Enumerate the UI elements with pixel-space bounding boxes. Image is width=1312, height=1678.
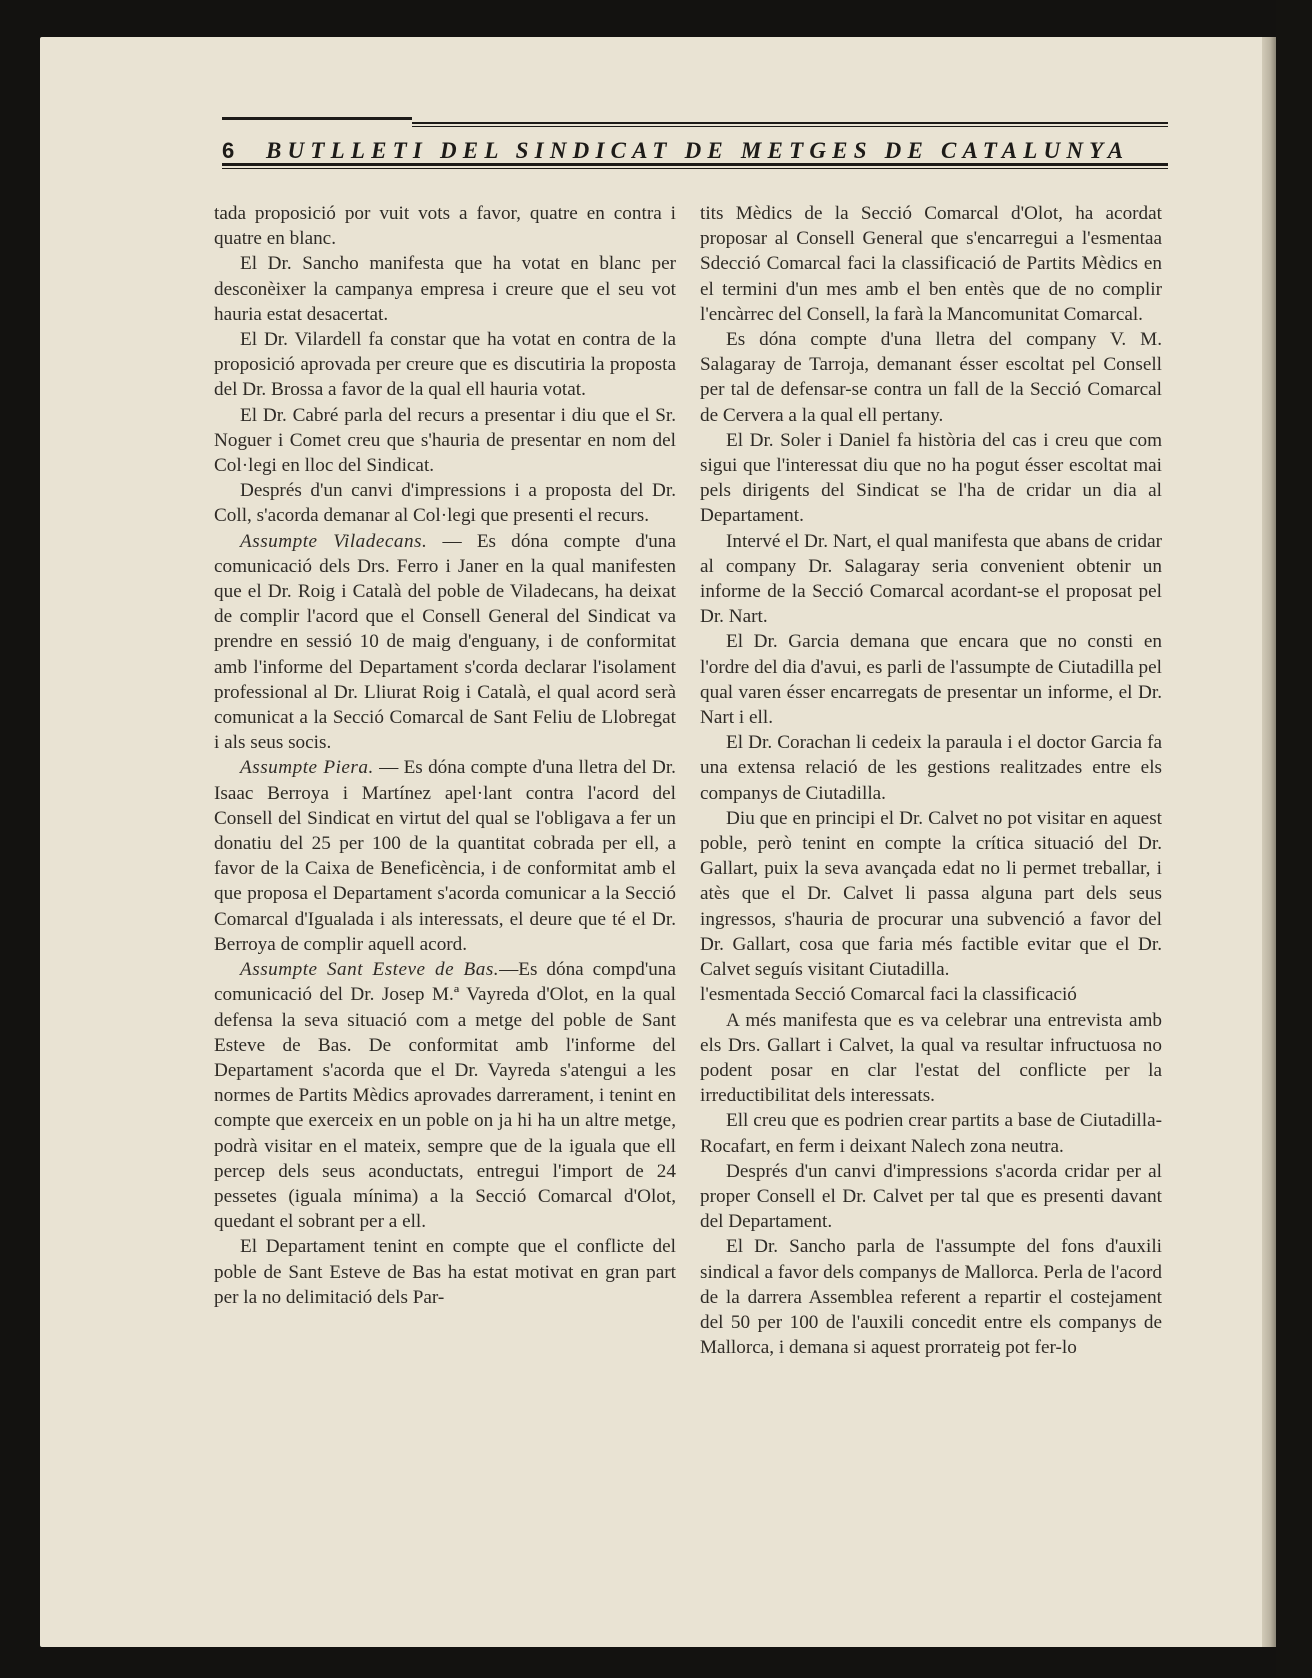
section-heading: Assumpte Viladecans. [240,530,428,552]
paragraph-text: —Es dóna compd'una comunicació del Dr. Josep M.ª Vayreda d'Olot, en la qual defensa la seva situació com a metge del poble de Sant Esteve de Bas. De conformitat amb l'informe del Departament s'acorda que el Dr. Vayreda s'atengui a les normes de Partits Mèdics aprovades darrerament, i tenint en compte que exerceix en un poble on ja hi ha un altre metge, podrà visitar en el mateix, sempre que de la iguala que ell percep dels seus aconductats, entregui l'import de 24 pessetes (iguala mínima) a la Secció Comarcal d'Olot, quedant el sobrant per a ell. [214,959,676,1233]
paragraph: El Departament tenint en compte que el conflicte del poble de Sant Esteve de Bas ha estat motivat en gran part per la no delimitació dels Par- [214,1236,676,1308]
paragraph: El Dr. Cabré parla del recurs a presentar i diu que el Sr. Noguer i Comet creu que s'hauria de presentar en nom del Col·legi en lloc del Sindicat. [214,404,676,477]
paragraph: tada proposició por vuit vots a favor, quatre en contra i quatre en blanc. [214,203,676,250]
running-title: BUTLLETI DEL SINDICAT DE METGES DE CATALUNYA [266,138,1130,163]
paragraph: tits Mèdics de la Secció Comarcal d'Olot, ha acordat proposar al Consell General que s'encarregui a l'esmentaa Sdecció Comarcal faci la classificació de Partits Mèdics en el termini d'un mes amb el ben entès que de no complir l'encàrrec del Consell, la farà la Mancomunitat Comarcal. [700,203,1162,325]
paragraph: El Dr. Vilardell fa constar que ha votat en contra de la proposició aprovada per creure que es discutiria la proposta del Dr. Brossa a favor de la qual ell hauria votat. [214,329,676,401]
paragraph: Ell creu que es podrien crear partits a base de Ciutadilla-Rocafart, en ferm i deixant Nalech zona neutra. [700,1110,1162,1157]
page-number: 6 [222,138,235,163]
left-column [214,201,676,1310]
paragraph [214,529,676,756]
paragraph: Després d'un canvi d'impressions i a proposta del Dr. Coll, s'acorda demanar al Col·legi que presenti el recurs. [214,480,676,527]
paragraph: El Dr. Soler i Daniel fa història del cas i creu que com sigui que l'interessat diu que no ha pogut ésser escoltat mai pels dirigents del Sindicat se l'ha de cridar un dia al Departament. [700,429,1162,527]
paragraph: El Dr. Corachan li cedeix la paraula i el doctor Garcia fa una extensa relació de les gestions realitzades entre els companys de Ciutadilla. [700,732,1162,804]
stray-line: l'esmentada Secció Comarcal faci la classificació [700,984,1077,1006]
paragraph [214,957,676,1234]
paragraph-text: — Es dóna compte d'una lletra del Dr. Isaac Berroya i Martínez apel·lant contra l'acord del Consell del Sindicat en virtut del qual se l'obligava a fer un donatiu del 25 per 100 de la quantitat cobrada per ell, a favor de la Caixa de Beneficència, i de conformitat amb el que proposa el Departament s'acorda comunicar a la Secció Comarcal d'Igualada i als interessats, el deure que té el Dr. Berroya de complir aquell acord. [214,757,676,955]
paragraph: Després d'un canvi d'impressions s'acorda cridar per al proper Consell el Dr. Calvet per tal que es presenti davant del Departament. [700,1160,1162,1233]
paragraph: El Dr. Sancho parla de l'assumpte del fons d'auxili sindical a favor dels companys de Mallorca. Perla de l'acord de la darrera Assemblea referent a repartir el costejament del 50 per 100 de l'auxili concedit entre els companys de Mallorca, i demana si aquest prorrateig pot fer-lo [700,1236,1162,1359]
book-binding [1276,0,1312,1678]
header-rule-top-thin [412,126,1168,127]
paragraph: A més manifesta que es va celebrar una entrevista amb els Drs. Gallart i Calvet, la qual va resultar infructuosa no podent posar en clar l'estat del conflicte per la irreductibilitat dels interessats. [700,1009,1162,1107]
header-rule-bottom-thin [222,168,1168,169]
paragraph [214,755,676,957]
paragraph: Intervé el Dr. Nart, el qual manifesta que abans de cridar al company Dr. Salagaray seria convenient obtenir un informe de la Secció Comarcal acordant-se el proposat pel Dr. Nart. [700,530,1162,628]
section-heading: Assumpte Piera. [240,757,374,779]
paragraph: El Dr. Sancho manifesta que ha votat en blanc per desconèixer la campanya empresa i creure que el seu vot hauria estat desacertat. [214,253,676,325]
right-column [700,201,1162,1360]
page-edge [1262,37,1276,1647]
paragraph-text: — Es dóna compte d'una comunicació dels Drs. Ferro i Janer en la qual manifesten que el Dr. Roig i Català del poble de Viladecans, ha deixat de complir l'acord que el Consell General del Sindicat va prendre en sessió 10 de maig d'enguany, i de conformitat amb l'informe del Departament s'corda declarar l'isolament professional al Dr. Lliurat Roig i Català, el qual acord serà comunicat a la Secció Comarcal de Sant Feliu de Llobregat i als seus socis. [214,530,676,754]
paragraph: Es dóna compte d'una lletra del company V. M. Salagaray de Tarroja, demanant ésser escoltat pel Consell per tal de defensar-se contra un fall de la Secció Comarcal de Cervera a la qual ell pertany. [700,329,1162,426]
header-rule-top [412,122,1168,124]
header-rule-top-left [222,117,412,120]
paragraph: El Dr. Garcia demana que encara que no consti en l'ordre del dia d'avui, es parli de l'assumpte de Ciutadilla pel qual varen ésser encarregats de presentar un informe, el Dr. Nart i ell. [700,631,1162,729]
header-rule-bottom [222,163,1168,166]
section-heading: Assumpte Sant Esteve de Bas. [240,959,500,981]
paragraph: Diu que en principi el Dr. Calvet no pot visitar en aquest poble, però tenint en compte la crítica situació del Dr. Gallart, puix la seva avançada edat no li permet treballar, i atès que el Dr. Calvet li passa alguna part dels seus ingressos, s'hauria de procurar una subvenció a favor del Dr. Gallart, cosa que faria més factible evitar que el Dr. Calvet seguís visitant Ciutadilla. [700,807,1162,981]
